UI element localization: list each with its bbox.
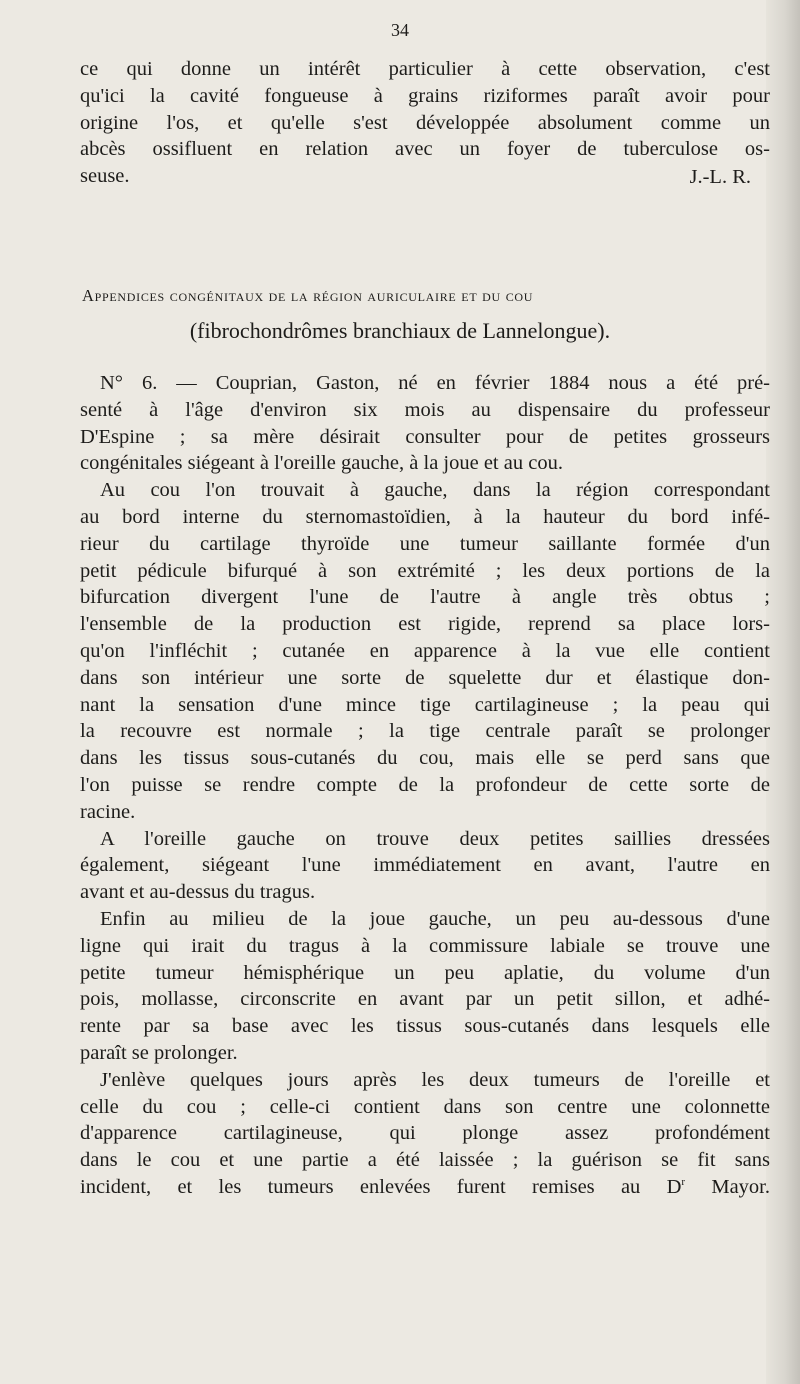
text-line: senté à l'âge d'environ six mois au dispensaire du professeur (80, 398, 770, 421)
text-line: racine. (80, 800, 136, 823)
text-line: celle du cou ; celle-ci contient dans son centre une colonnette (80, 1095, 770, 1118)
text-line: avant et au-dessus du tragus. (80, 881, 316, 904)
section-subtitle: (fibrochondrômes branchiaux de Lannelongue). (189, 318, 611, 343)
text-line: au bord interne du sternomastoïdien, à la hauteur du bord infé- (80, 505, 770, 528)
text-line: A l'oreille gauche on trouve deux petites saillies dressées (100, 827, 770, 850)
text-line-final: incident, et les tumeurs enlevées furent remises au $D^r$ Mayor. (80, 1175, 770, 1198)
text-line: ce qui donne un intérêt particulier à cette observation, c'est (80, 58, 770, 80)
text-line: nant la sensation d'une mince tige cartilagineuse ; la peau qui (80, 693, 770, 716)
text-line: rieur du cartilage thyroïde une tumeur saillante formée d'un (80, 532, 770, 555)
text-line: pois, mollasse, circonscrite en avant par un petit sillon, et adhé- (80, 988, 770, 1011)
section-title: Appendices congénitaux de la région auriculaire et du cou (82, 286, 534, 305)
text-line: D'Espine ; sa mère désirait consulter pour de petites grosseurs (80, 425, 770, 448)
text-line: paraît se prolonger. (80, 1041, 238, 1064)
text-line: Enfin au milieu de la joue gauche, un peu au-dessous d'une (100, 907, 770, 930)
text-line: J'enlève quelques jours après les deux tumeurs de l'oreille et (100, 1068, 770, 1091)
text-line: petit pédicule bifurqué à son extrémité ; les deux portions de la (80, 559, 770, 582)
text-line: rente par sa base avec les tissus sous-cutanés dans lesquels elle (80, 1015, 770, 1038)
text-line: d'apparence cartilagineuse, qui plonge assez profondément (80, 1122, 770, 1145)
text-line: origine l'os, et qu'elle s'est développée absolument comme un (80, 111, 770, 134)
text-line: dans le cou et une partie a été laissée ; la guérison se fit sans (80, 1149, 770, 1172)
signature: J.-L. R. (689, 166, 751, 188)
text-line: l'on puisse se rendre compte de la profondeur de cette sorte de (80, 773, 770, 796)
intro-paragraph (80, 56, 770, 190)
page-number: 34 (391, 20, 409, 40)
text-line: qu'ici la cavité fongueuse à grains riziformes paraît avoir pour (80, 84, 770, 107)
text-line: congénitales siégeant à l'oreille gauche, à la joue et au cou. (80, 452, 563, 475)
text-line: Au cou l'on trouvait à gauche, dans la région correspondant (100, 479, 770, 502)
text-line: abcès ossifluent en relation avec un foyer de tuberculose os- (80, 138, 770, 161)
text-line: la recouvre est normale ; la tige centrale paraît se prolonger (80, 720, 770, 743)
text-line: dans les tissus sous-cutanés du cou, mais elle se perd sans que (80, 747, 770, 770)
text-line: petite tumeur hémisphérique un peu aplatie, du volume d'un (80, 961, 770, 984)
text-line: dans son intérieur une sorte de squelette dur et élastique don- (80, 666, 770, 689)
text-line: bifurcation divergent l'une de l'autre à angle très obtus ; (80, 586, 770, 609)
text-line: ligne qui irait du tragus à la commissure labiale se trouve une (80, 934, 770, 957)
observation-body (80, 370, 770, 1201)
text-line: également, siégeant l'une immédiatement en avant, l'autre en (80, 854, 770, 877)
text-line: qu'on l'infléchit ; cutanée en apparence à la vue elle contient (80, 639, 770, 662)
text-line: seuse. (80, 165, 130, 188)
text-line: N° 6. — Couprian, Gaston, né en février 1884 nous a été pré- (100, 372, 770, 394)
text-line: l'ensemble de la production est rigide, reprend sa place lors- (80, 613, 770, 636)
